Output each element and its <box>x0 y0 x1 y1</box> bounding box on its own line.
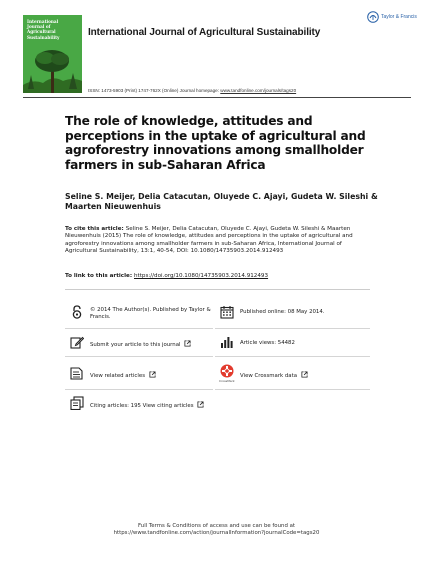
external-link-icon <box>301 371 308 378</box>
journal-homepage-link[interactable]: www.tandfonline.com/journals/tags20 <box>220 88 297 93</box>
header-divider <box>23 97 411 98</box>
related-articles-icon <box>70 366 84 380</box>
publisher-logo <box>367 10 423 26</box>
row-divider <box>65 328 213 329</box>
row-divider <box>215 356 370 357</box>
terms-footer <box>0 523 433 537</box>
cover-title-line: Agricultural <box>27 29 56 35</box>
journal-cover-image <box>23 15 82 93</box>
submit-pencil-icon <box>70 335 84 349</box>
open-access-icon <box>70 305 84 319</box>
copyright-notice: © 2014 The Author(s). Published by Taylor & Francis. <box>90 307 211 320</box>
publisher-logo-icon <box>367 11 379 23</box>
footer-terms-text: Full Terms & Conditions of access and use can be found at <box>137 523 295 529</box>
row-divider <box>65 356 213 357</box>
citation-text: Seline S. Meijer, Delia Catacutan, Oluyede C. Ajayi, Gudeta W. Sileshi & Maarten Nieuwenhuis (2015) The role of knowledge, attitudes and perceptions in the uptake of agricultural and agroforestry innovations among smallholder farmers in sub-Saharan Africa, International Journal of Agricultural Sustainability, 13:1, 40-54, DOI: 10.1080/14735903.2014.912493 <box>65 226 353 254</box>
cover-title <box>27 19 79 40</box>
citation-label: To cite this article: <box>65 226 126 232</box>
submit-article-link[interactable] <box>90 340 210 349</box>
cover-title-line: Sustainability <box>27 34 60 40</box>
related-articles-text[interactable]: View related articles <box>90 373 146 379</box>
citing-articles-link[interactable] <box>90 401 240 410</box>
journal-title[interactable]: International Journal of Agricultural Sustainability <box>88 27 321 38</box>
article-authors: Seline S. Meijer, Delia Catacutan, Oluyede C. Ajayi, Gudeta W. Sileshi & Maarten Nieuwenhuis <box>65 192 378 211</box>
info-divider <box>65 289 370 290</box>
calendar-icon <box>220 305 234 319</box>
row-divider <box>215 328 370 329</box>
cover-title-line: International <box>27 19 59 24</box>
article-link-line <box>65 273 268 279</box>
external-link-icon <box>197 401 204 408</box>
external-link-icon <box>184 340 191 347</box>
issn-text: ISSN: 1473-5903 (Print) 1747-762X (Online) Journal homepage: <box>88 88 221 93</box>
cover-title-line: Journal of <box>27 24 51 30</box>
doi-link[interactable]: https://doi.org/10.1080/14735903.2014.912493 <box>134 273 269 279</box>
citation-block <box>65 226 370 255</box>
row-divider <box>65 389 213 390</box>
submit-article-text[interactable]: Submit your article to this journal <box>90 342 181 348</box>
link-label: To link to this article: <box>65 273 134 279</box>
crossmark-data-link[interactable] <box>240 371 370 380</box>
external-link-icon <box>149 371 156 378</box>
row-divider <box>215 389 370 390</box>
citing-articles-text[interactable]: Citing articles: 195 View citing articles <box>90 403 194 409</box>
crossmark-data-text[interactable]: View Crossmark data <box>240 373 298 379</box>
publisher-logo-text: Taylor & Francis <box>381 14 417 20</box>
article-views-count: Article views: 54482 <box>240 340 295 346</box>
published-online-date: Published online: 08 May 2014. <box>240 309 325 315</box>
citing-articles-icon <box>70 396 84 410</box>
related-articles-link[interactable] <box>90 371 210 380</box>
footer-terms-link[interactable]: https://www.tandfonline.com/action/journalInformation?journalCode=tags20 <box>113 530 320 537</box>
bar-chart-icon <box>220 335 234 349</box>
cover-tree-illustration <box>23 45 82 93</box>
issn-line <box>88 88 296 93</box>
article-title: The role of knowledge, attitudes and perceptions in the uptake of agricultural and agroforestry innovations among smallholder farmers in sub-Saharan Africa <box>65 114 366 172</box>
crossmark-logo-text: CrossMark <box>219 379 235 383</box>
